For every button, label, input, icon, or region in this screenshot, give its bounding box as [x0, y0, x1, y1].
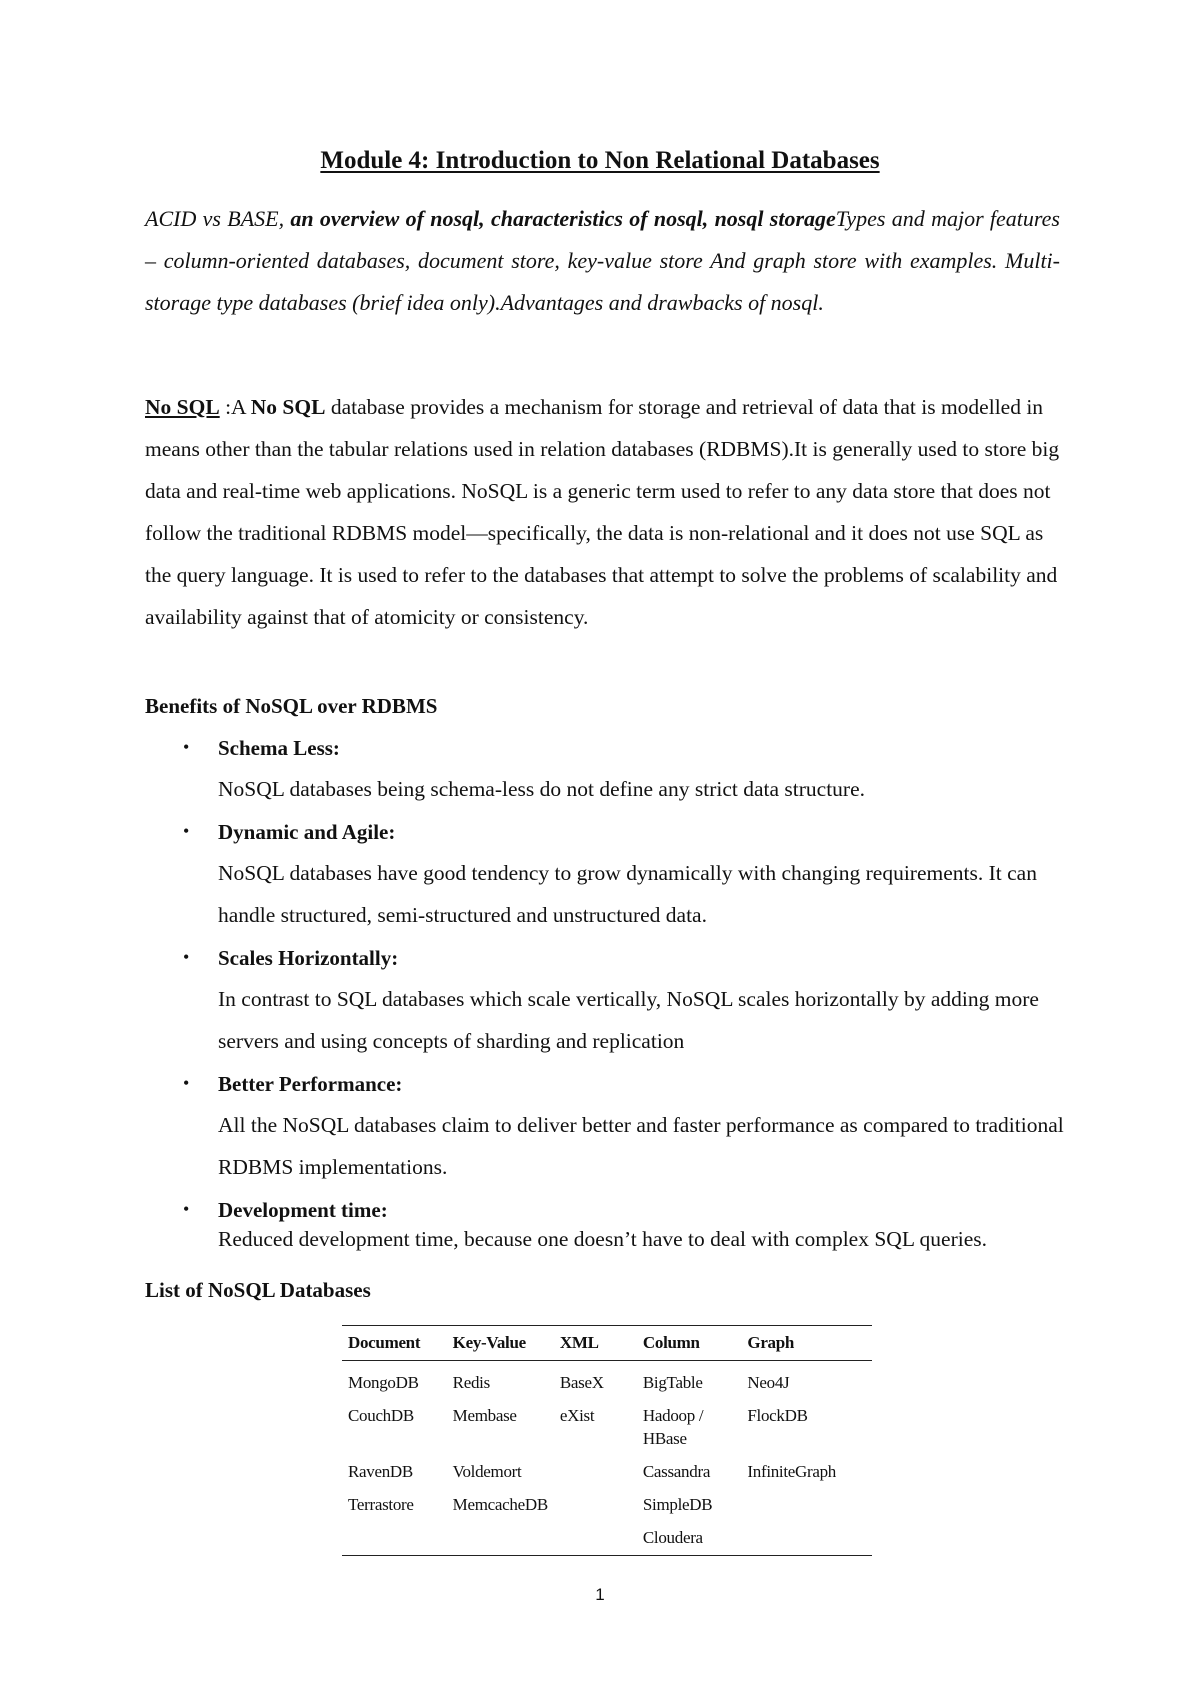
nosql-intro-paragraph — [145, 386, 1065, 638]
table-cell: BaseX — [559, 1373, 604, 1392]
table-row — [342, 1520, 872, 1556]
table-cell: FlockDB — [747, 1406, 808, 1425]
table-cell: MongoDB — [348, 1373, 419, 1392]
benefit-title: Schema Less: — [218, 736, 340, 760]
table-cell: Voldemort — [452, 1462, 522, 1481]
table-cell: Terrastore — [348, 1495, 414, 1514]
table-header-cell: XML — [554, 1326, 637, 1361]
benefit-description: All the NoSQL databases claim to deliver better and faster performance as compared to traditional RDBMS implementations. — [218, 1113, 1064, 1179]
table-row — [342, 1398, 872, 1454]
table-cell: RavenDB — [348, 1462, 413, 1481]
intro-label-2: No SQL — [250, 395, 326, 419]
bullet-icon: • — [183, 1073, 190, 1093]
benefit-title: Dynamic and Agile: — [218, 820, 396, 844]
table-header-row — [342, 1326, 872, 1361]
bullet-icon: • — [183, 947, 190, 967]
table-cell — [554, 1454, 637, 1487]
table-cell: SimpleDB — [642, 1495, 713, 1514]
table-cell: Redis — [452, 1373, 490, 1392]
table-header-cell: Column — [637, 1326, 742, 1361]
benefit-title: Development time: — [218, 1198, 388, 1222]
table-header-cell: Key-Value — [447, 1326, 554, 1361]
nosql-list-heading: List of NoSQL Databases — [145, 1278, 371, 1302]
table-cell: BigTable — [642, 1373, 703, 1392]
table-cell: eXist — [559, 1406, 595, 1425]
module-abstract — [145, 198, 1060, 324]
bullet-icon: • — [183, 1199, 190, 1219]
abstract-part-2-bold: an overview of nosql, characteristics of nosql, nosql storage — [290, 206, 836, 231]
benefit-description: Reduced development time, because one doesn’t have to deal with complex SQL queries. — [218, 1227, 987, 1251]
table-row — [342, 1361, 872, 1399]
benefit-title: Scales Horizontally: — [218, 946, 399, 970]
table-cell: Membase — [452, 1406, 517, 1425]
table-cell: Hadoop / HBase — [642, 1406, 704, 1448]
table-cell — [554, 1487, 637, 1520]
bullet-icon: • — [183, 821, 190, 841]
nosql-databases-table — [342, 1325, 872, 1556]
page-number: 1 — [595, 1585, 605, 1604]
benefit-description: NoSQL databases being schema-less do not define any strict data structure. — [218, 777, 865, 801]
table-cell: MemcacheDB — [452, 1495, 548, 1514]
table-cell: Cassandra — [642, 1462, 711, 1481]
table-header-cell: Document — [342, 1326, 447, 1361]
benefit-description: In contrast to SQL databases which scale vertically, NoSQL scales horizontally by adding more servers and using concepts of sharding and replication — [218, 987, 1039, 1053]
table-cell — [741, 1487, 872, 1520]
benefit-title: Better Performance: — [218, 1072, 403, 1096]
abstract-part-3: Types and major features – column-oriented databases, document store, key-value store And graph store with examples. Multi-storage type databases (brief idea only).Advantages and drawbacks of nosql. — [145, 206, 1060, 315]
benefit-description: NoSQL databases have good tendency to grow dynamically with changing requirements. It can handle structured, semi-structured and unstructured data. — [218, 861, 1037, 927]
intro-text: database provides a mechanism for storage and retrieval of data that is modelled in means other than the tabular relations used in relation databases (RDBMS).It is generally used to store big data and real-time web applications. NoSQL is a generic term used to refer to any data store that does not follow the traditional RDBMS model—specifically, the data is non-relational and it does not use SQL as the query language. It is used to refer to the databases that attempt to solve the problems of scalability and availability against that of atomicity or consistency. — [145, 395, 1060, 629]
table-cell — [342, 1520, 447, 1556]
table-row — [342, 1487, 872, 1520]
table-header-cell: Graph — [741, 1326, 872, 1361]
abstract-part-1: ACID vs BASE, — [145, 206, 291, 231]
table-row — [342, 1454, 872, 1487]
table-cell — [554, 1520, 637, 1556]
bullet-icon: • — [183, 737, 190, 757]
intro-separator: :A — [219, 395, 251, 419]
benefits-heading: Benefits of NoSQL over RDBMS — [145, 694, 438, 718]
page-title: Module 4: Introduction to Non Relational Databases — [320, 147, 880, 174]
table-cell: CouchDB — [348, 1406, 414, 1425]
intro-label: No SQL — [145, 395, 220, 419]
table-cell — [447, 1520, 554, 1556]
table-cell — [741, 1520, 872, 1556]
table-cell: Cloudera — [637, 1520, 742, 1556]
table-cell: Neo4J — [747, 1373, 790, 1392]
table-cell: InfiniteGraph — [747, 1462, 837, 1481]
